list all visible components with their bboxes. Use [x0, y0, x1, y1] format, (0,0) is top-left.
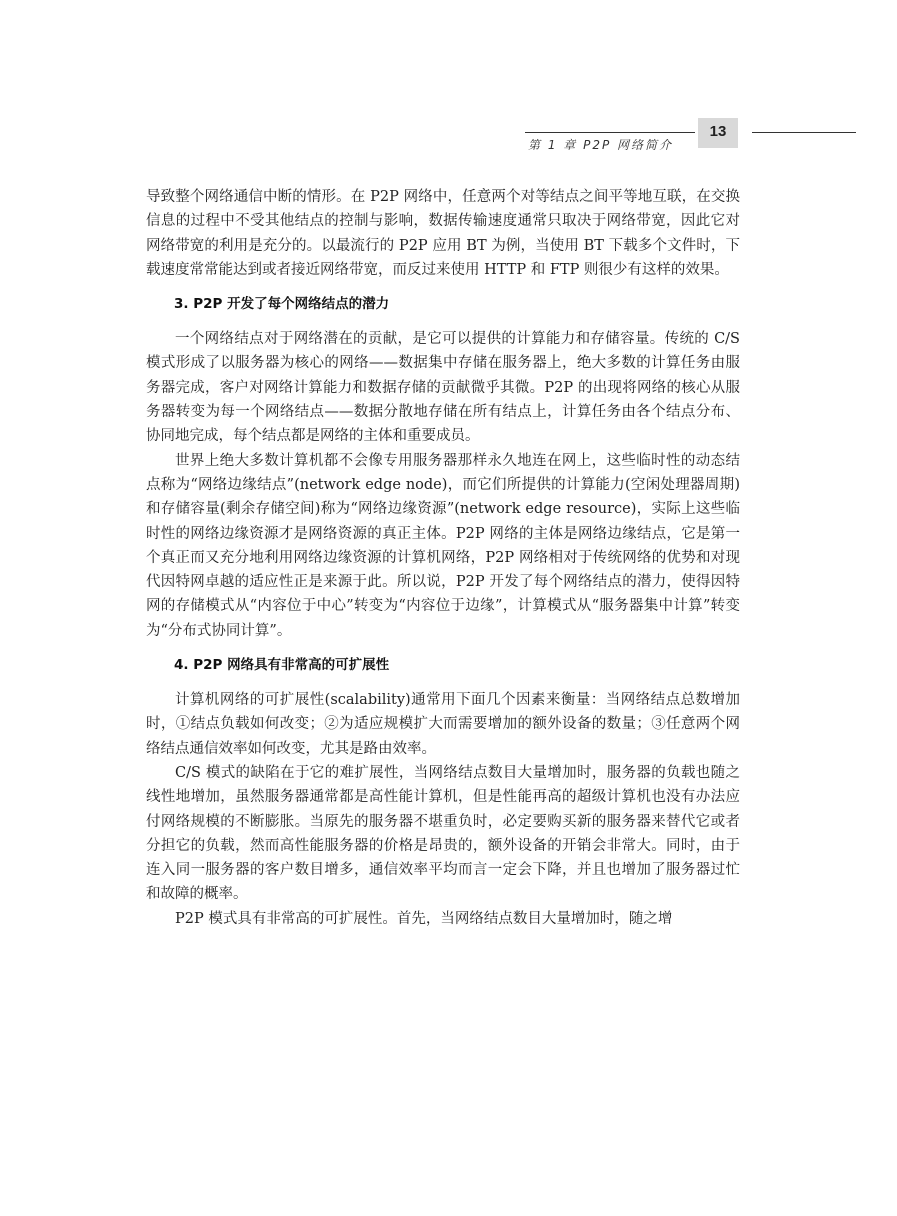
paragraph: 一个网络结点对于网络潜在的贡献，是它可以提供的计算能力和存储容量。传统的 C/S 模式形成了以服务器为核心的网络——数据集中存储在服务器上，绝大多数的计算任务由服务器完成，客户对网络计算能力和数据存储的贡献微乎其微。P2P 的出现将网络的核心从服务器转变为每一个网络结点——数据分散地存储在所有结点上，计算任务由各个结点分布、协同地完成，每个结点都是网络的主体和重要成员。: [146, 331, 740, 445]
page-body: [146, 185, 740, 931]
header-rule-left: [525, 132, 695, 133]
section-heading: 3. P2P 开发了每个网络结点的潜力: [174, 296, 390, 313]
section-heading: 4. P2P 网络具有非常高的可扩展性: [174, 657, 390, 674]
chapter-title: 第 1 章 P2P 网络简介: [528, 138, 674, 152]
paragraph: 导致整个网络通信中断的情形。在 P2P 网络中，任意两个对等结点之间平等地互联，在交换信息的过程中不受其他结点的控制与影响，数据传输速度通常只取决于网络带宽，因此它对网络带宽的利用是充分的。以最流行的 P2P 应用 BT 为例，当使用 BT 下载多个文件时，下载速度常常能达到或者接近网络带宽，而反过来使用 HTTP 和 FTP 则很少有这样的效果。: [146, 189, 740, 278]
page-header: [0, 118, 897, 158]
page-number: 13: [698, 118, 738, 148]
paragraph: 计算机网络的可扩展性(scalability)通常用下面几个因素来衡量：当网络结点总数增加时，①结点负载如何改变；②为适应规模扩大而需要增加的额外设备的数量；③任意两个网络结点通信效率如何改变，尤其是路由效率。: [146, 692, 740, 757]
paragraph: P2P 模式具有非常高的可扩展性。首先，当网络结点数目大量增加时，随之增: [175, 910, 673, 927]
header-rule-right: [752, 132, 856, 133]
paragraph: 世界上绝大多数计算机都不会像专用服务器那样永久地连在网上，这些临时性的动态结点称为“网络边缘结点”(network edge node)，而它们所提供的计算能力(空闲处理器周期)和存储容量(剩余存储空间)称为“网络边缘资源”(network edge resource)，实际上这些临时性的网络边缘资源才是网络资源的真正主体。P2P 网络的主体是网络边缘结点，它是第一个真正而又充分地利用网络边缘资源的计算机网络，P2P 网络相对于传统网络的优势和对现代因特网卓越的适应性正是来源于此。所以说，P2P 开发了每个网络结点的潜力，使得因特网的存储模式从“内容位于中心”转变为“内容位于边缘”，计算模式从“服务器集中计算”转变为“分布式协同计算”。: [146, 452, 740, 639]
paragraph: C/S 模式的缺陷在于它的难扩展性，当网络结点数目大量增加时，服务器的负载也随之线性地增加，虽然服务器通常都是高性能计算机，但是性能再高的超级计算机也没有办法应付网络规模的不断膨胀。当原先的服务器不堪重负时，必定要购买新的服务器来替代它或者分担它的负载，然而高性能服务器的价格是昂贵的，额外设备的开销会非常大。同时，由于连入同一服务器的客户数目增多，通信效率平均而言一定会下降，并且也增加了服务器过忙和故障的概率。: [146, 764, 740, 903]
